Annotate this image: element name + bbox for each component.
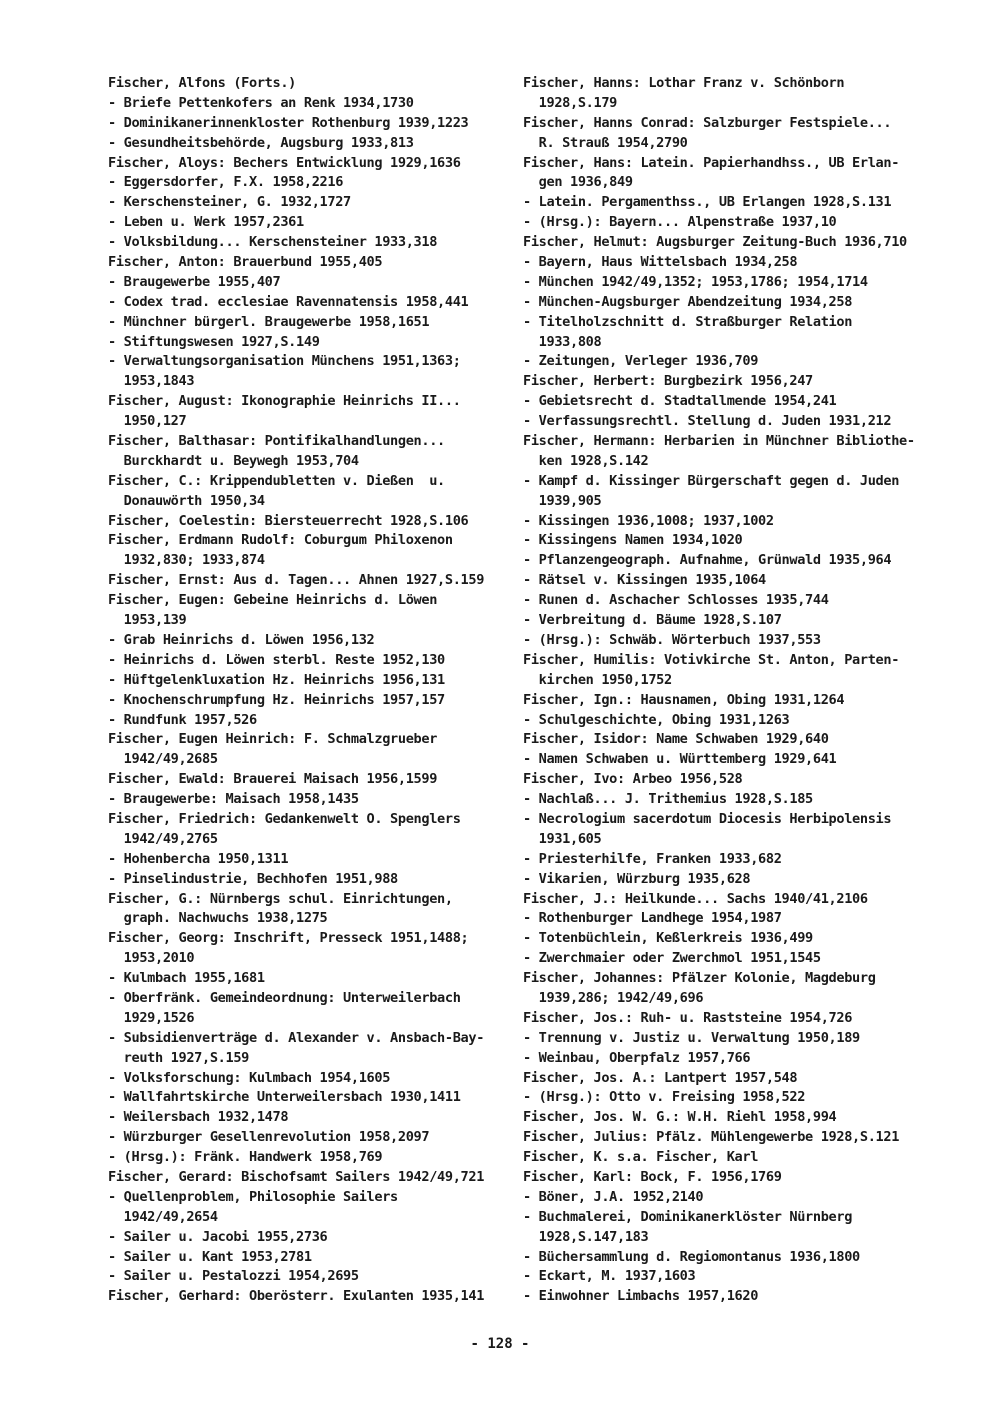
index-entry-line: - Dominikanerinnenkloster Rothenburg 1939,1223 bbox=[108, 114, 469, 131]
index-entry-line: - Gesundheitsbehörde, Augsburg 1933,813 bbox=[108, 134, 414, 151]
index-entry-line: 1942/49,2765 bbox=[108, 830, 218, 847]
index-entry-line: - Trennung v. Justiz u. Verwaltung 1950,189 bbox=[523, 1029, 860, 1046]
index-entry-line: - München 1942/49,1352; 1953,1786; 1954,1714 bbox=[523, 273, 868, 290]
index-entry-line: Fischer, Gerhard: Oberösterr. Exulanten 1935,141 bbox=[108, 1288, 485, 1305]
index-entry-line: Fischer, Hermann: Herbarien in Münchner Bibliothe- bbox=[523, 433, 915, 450]
index-entry-line: - Braugewerbe 1955,407 bbox=[108, 273, 281, 290]
index-entry-line: Fischer, Ivo: Arbeo 1956,528 bbox=[523, 771, 743, 788]
index-entry-line: - Bayern, Haus Wittelsbach 1934,258 bbox=[523, 254, 798, 271]
index-entry-line: 1928,S.179 bbox=[523, 94, 618, 111]
index-entry-line: - Gebietsrecht d. Stadtallmende 1954,241 bbox=[523, 393, 837, 410]
index-entry-line: - Latein. Pergamenthss., UB Erlangen 1928,S.131 bbox=[523, 194, 892, 211]
index-entry-line: Fischer, Hanns Conrad: Salzburger Festspiele... bbox=[523, 114, 892, 131]
index-entry-line: - Einwohner Limbachs 1957,1620 bbox=[523, 1288, 759, 1305]
index-entry-line: - Namen Schwaben u. Württemberg 1929,641 bbox=[523, 751, 837, 768]
index-entry-line: - Vikarien, Würzburg 1935,628 bbox=[523, 870, 751, 887]
index-entry-line: - (Hrsg.): Schwäb. Wörterbuch 1937,553 bbox=[523, 631, 821, 648]
index-entry-line: - Stiftungswesen 1927,S.149 bbox=[108, 333, 320, 350]
index-entry-line: - Pflanzengeograph. Aufnahme, Grünwald 1935,964 bbox=[523, 552, 892, 569]
index-entry-line: Fischer, Herbert: Burgbezirk 1956,247 bbox=[523, 373, 813, 390]
index-entry-line: - Sailer u. Jacobi 1955,2736 bbox=[108, 1228, 328, 1245]
index-entry-line: Donauwörth 1950,34 bbox=[108, 492, 265, 509]
index-entry-line: Fischer, Alfons (Forts.) bbox=[108, 75, 297, 91]
page-number: - 128 - bbox=[470, 1336, 530, 1352]
index-entry-line: - Buchmalerei, Dominikanerklöster Nürnberg bbox=[523, 1208, 853, 1225]
index-entry-line: - Briefe Pettenkofers an Renk 1934,1730 bbox=[108, 94, 414, 111]
index-entry-line: - Subsidienverträge d. Alexander v. Ansbach-Bay- bbox=[108, 1029, 485, 1046]
index-entry-line: - Eckart, M. 1937,1603 bbox=[523, 1268, 696, 1285]
index-entry-line: Fischer, Ernst: Aus d. Tagen... Ahnen 1927,S.159 bbox=[108, 572, 485, 589]
index-entry-line: - Hohenbercha 1950,1311 bbox=[108, 850, 289, 867]
index-entry-line: Fischer, Hanns: Lothar Franz v. Schönborn bbox=[523, 75, 845, 91]
index-entry-line: graph. Nachwuchs 1938,1275 bbox=[108, 910, 328, 927]
index-entry-line: - Kerschensteiner, G. 1932,1727 bbox=[108, 194, 351, 211]
index-entry-line: - Münchner bürgerl. Braugewerbe 1958,1651 bbox=[108, 313, 430, 330]
index-entry-line: - Verwaltungsorganisation Münchens 1951,1363; bbox=[108, 353, 461, 370]
index-entry-line: - Kissingen 1936,1008; 1937,1002 bbox=[523, 512, 774, 529]
index-entry-line: - Sailer u. Pestalozzi 1954,2695 bbox=[108, 1268, 359, 1285]
index-entry-line: - Volksforschung: Kulmbach 1954,1605 bbox=[108, 1069, 391, 1086]
index-entry-line: - Büchersammlung d. Regiomontanus 1936,1800 bbox=[523, 1248, 860, 1265]
index-entry-line: Fischer, Erdmann Rudolf: Coburgum Philoxenon bbox=[108, 532, 453, 549]
index-entry-line: - Priesterhilfe, Franken 1933,682 bbox=[523, 850, 782, 867]
index-entry-line: Fischer, Jos. A.: Lantpert 1957,548 bbox=[523, 1069, 798, 1086]
index-entry-line: Fischer, Aloys: Bechers Entwicklung 1929,1636 bbox=[108, 154, 461, 171]
index-entry-line: Fischer, Gerard: Bischofsamt Sailers 1942/49,721 bbox=[108, 1168, 485, 1185]
index-entry-line: Fischer, K. s.a. Fischer, Karl bbox=[523, 1149, 759, 1166]
index-entry-line: 1953,2010 bbox=[108, 950, 195, 967]
index-entry-line: - Hüftgelenkluxation Hz. Heinrichs 1956,131 bbox=[108, 671, 445, 688]
index-entry-line: - Zwerchmaier oder Zwerchmol 1951,1545 bbox=[523, 950, 821, 967]
index-entry-line: 1939,286; 1942/49,696 bbox=[523, 989, 704, 1006]
index-entry-line: - Grab Heinrichs d. Löwen 1956,132 bbox=[108, 631, 375, 648]
index-entry-line: 1953,1843 bbox=[108, 373, 195, 390]
index-entry-line: Fischer, C.: Krippendubletten v. Dießen u. bbox=[108, 472, 445, 489]
index-column-right bbox=[523, 74, 928, 1307]
index-entry-line: gen 1936,849 bbox=[523, 174, 633, 191]
index-entry-line: - Eggersdorfer, F.X. 1958,2216 bbox=[108, 174, 344, 191]
index-entry-line: kirchen 1950,1752 bbox=[523, 671, 672, 688]
index-entry-line: 1950,127 bbox=[108, 413, 187, 430]
index-entry-line: Fischer, G.: Nürnbergs schul. Einrichtungen, bbox=[108, 890, 453, 907]
index-entry-line: - Böner, J.A. 1952,2140 bbox=[523, 1188, 704, 1205]
index-entry-line: - Schulgeschichte, Obing 1931,1263 bbox=[523, 711, 790, 728]
index-entry-line: Fischer, Isidor: Name Schwaben 1929,640 bbox=[523, 731, 829, 748]
index-entry-line: - Oberfränk. Gemeindeordnung: Unterweilerbach bbox=[108, 989, 461, 1006]
index-entry-line: - Leben u. Werk 1957,2361 bbox=[108, 214, 304, 231]
index-entry-line: R. Strauß 1954,2790 bbox=[523, 134, 688, 151]
index-entry-line: - Quellenproblem, Philosophie Sailers bbox=[108, 1188, 398, 1205]
index-entry-line: 1932,830; 1933,874 bbox=[108, 552, 265, 569]
index-entry-line: - Codex trad. ecclesiae Ravennatensis 1958,441 bbox=[108, 293, 469, 310]
index-entry-line: Burckhardt u. Beywegh 1953,704 bbox=[108, 452, 359, 469]
index-entry-line: - Totenbüchlein, Keßlerkreis 1936,499 bbox=[523, 930, 813, 947]
index-entry-line: 1928,S.147,183 bbox=[523, 1228, 649, 1245]
index-entry-line: - Rundfunk 1957,526 bbox=[108, 711, 257, 728]
index-entry-line: - Volksbildung... Kerschensteiner 1933,318 bbox=[108, 234, 438, 251]
index-entry-line: 1929,1526 bbox=[108, 1009, 195, 1026]
index-entry-line: 1942/49,2685 bbox=[108, 751, 218, 768]
index-entry-line: Fischer, Ign.: Hausnamen, Obing 1931,1264 bbox=[523, 691, 845, 708]
index-entry-line: - Runen d. Aschacher Schlosses 1935,744 bbox=[523, 592, 829, 609]
index-entry-line: Fischer, J.: Heilkunde... Sachs 1940/41,2106 bbox=[523, 890, 868, 907]
index-entry-line: 1933,808 bbox=[523, 333, 602, 350]
index-entry-line: Fischer, Eugen: Gebeine Heinrichs d. Löwen bbox=[108, 592, 438, 609]
index-entry-line: - Würzburger Gesellenrevolution 1958,2097 bbox=[108, 1129, 430, 1146]
index-entry-line: - (Hrsg.): Bayern... Alpenstraße 1937,10 bbox=[523, 214, 837, 231]
index-entry-line: - Pinselindustrie, Bechhofen 1951,988 bbox=[108, 870, 398, 887]
index-entry-line: Fischer, Humilis: Votivkirche St. Anton, Parten- bbox=[523, 651, 900, 668]
index-entry-line: Fischer, Georg: Inschrift, Presseck 1951,1488; bbox=[108, 930, 469, 947]
index-entry-line: reuth 1927,S.159 bbox=[108, 1049, 250, 1066]
index-entry-line: - Nachlaß... J. Trithemius 1928,S.185 bbox=[523, 791, 813, 808]
index-entry-line: Fischer, Eugen Heinrich: F. Schmalzgrueber bbox=[108, 731, 438, 748]
index-entry-line: Fischer, Jos. W. G.: W.H. Riehl 1958,994 bbox=[523, 1109, 837, 1126]
index-entry-line: 1939,905 bbox=[523, 492, 602, 509]
index-entry-line: - Verfassungsrechtl. Stellung d. Juden 1931,212 bbox=[523, 413, 892, 430]
index-entry-line: - Rothenburger Landhege 1954,1987 bbox=[523, 910, 782, 927]
index-entry-line: Fischer, Hans: Latein. Papierhandhss., UB Erlan- bbox=[523, 154, 900, 171]
index-entry-line: - Braugewerbe: Maisach 1958,1435 bbox=[108, 791, 359, 808]
index-entry-line: 1953,139 bbox=[108, 612, 187, 629]
index-entry-line: Fischer, Coelestin: Biersteuerrecht 1928,S.106 bbox=[108, 512, 469, 529]
index-entry-line: - Weilersbach 1932,1478 bbox=[108, 1109, 289, 1126]
index-entry-line: - Kulmbach 1955,1681 bbox=[108, 970, 265, 987]
index-entry-line: - Rätsel v. Kissingen 1935,1064 bbox=[523, 572, 766, 589]
index-entry-line: 1942/49,2654 bbox=[108, 1208, 218, 1225]
index-entry-line: - Verbreitung d. Bäume 1928,S.107 bbox=[523, 612, 782, 629]
index-entry-line: - Sailer u. Kant 1953,2781 bbox=[108, 1248, 312, 1265]
index-entry-line: - Weinbau, Oberpfalz 1957,766 bbox=[523, 1049, 751, 1066]
index-entry-line: Fischer, Friedrich: Gedankenwelt O. Spenglers bbox=[108, 810, 461, 827]
index-entry-line: - Wallfahrtskirche Unterweilersbach 1930,1411 bbox=[108, 1089, 461, 1106]
index-entry-line: Fischer, Helmut: Augsburger Zeitung-Buch 1936,710 bbox=[523, 234, 907, 251]
index-entry-line: Fischer, Johannes: Pfälzer Kolonie, Magdeburg bbox=[523, 970, 876, 987]
index-entry-line: - Knochenschrumpfung Hz. Heinrichs 1957,157 bbox=[108, 691, 445, 708]
index-entry-line: - (Hrsg.): Otto v. Freising 1958,522 bbox=[523, 1089, 806, 1106]
index-entry-line: 1931,605 bbox=[523, 830, 602, 847]
index-entry-line: - München-Augsburger Abendzeitung 1934,258 bbox=[523, 293, 853, 310]
index-entry-line: - Kissingens Namen 1934,1020 bbox=[523, 532, 743, 549]
index-entry-line: Fischer, Ewald: Brauerei Maisach 1956,1599 bbox=[108, 771, 438, 788]
index-entry-line: - Kampf d. Kissinger Bürgerschaft gegen d. Juden bbox=[523, 472, 900, 489]
index-entry-line: - Zeitungen, Verleger 1936,709 bbox=[523, 353, 759, 370]
index-entry-line: Fischer, Julius: Pfälz. Mühlengewerbe 1928,S.121 bbox=[523, 1129, 900, 1146]
index-entry-line: Fischer, August: Ikonographie Heinrichs II... bbox=[108, 393, 461, 410]
index-entry-line: Fischer, Jos.: Ruh- u. Raststeine 1954,726 bbox=[523, 1009, 853, 1026]
index-entry-line: Fischer, Karl: Bock, F. 1956,1769 bbox=[523, 1168, 782, 1185]
index-entry-line: - Titelholzschnitt d. Straßburger Relation bbox=[523, 313, 853, 330]
index-entry-line: Fischer, Balthasar: Pontifikalhandlungen... bbox=[108, 433, 445, 450]
index-entry-line: Fischer, Anton: Brauerbund 1955,405 bbox=[108, 254, 383, 271]
index-column-left bbox=[108, 74, 503, 1307]
index-entry-line: ken 1928,S.142 bbox=[523, 452, 649, 469]
index-entry-line: - Necrologium sacerdotum Diocesis Herbipolensis bbox=[523, 810, 892, 827]
index-entry-line: - Heinrichs d. Löwen sterbl. Reste 1952,130 bbox=[108, 651, 445, 668]
index-entry-line: - (Hrsg.): Fränk. Handwerk 1958,769 bbox=[108, 1149, 383, 1166]
